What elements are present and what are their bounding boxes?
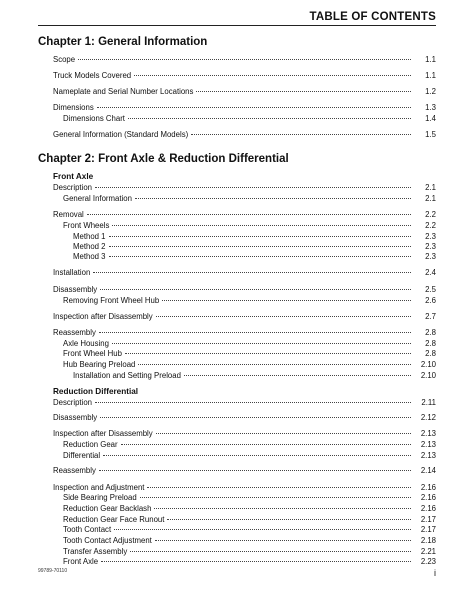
toc-entry[interactable] — [53, 71, 436, 81]
toc-entry-text: Hub Bearing Preload — [63, 360, 136, 369]
document-code: 99789-70110 — [38, 568, 68, 574]
toc-entry[interactable] — [63, 360, 436, 370]
toc-entry-page: 2.10 — [420, 371, 436, 380]
toc-entry-page: 2.1 — [425, 183, 436, 192]
toc-entry-text: Front Wheel Hub — [63, 349, 122, 358]
section-heading-front-axle: Front Axle — [53, 172, 94, 181]
toc-entry-text: Front Axle — [63, 557, 99, 566]
toc-entry[interactable] — [73, 242, 436, 252]
toc-entry-text: Method 1 — [73, 232, 106, 241]
dot-leader — [109, 246, 411, 247]
dot-leader — [155, 540, 411, 541]
dot-leader — [100, 289, 411, 290]
toc-entry-text: Reduction Gear Backlash — [63, 504, 152, 513]
toc-entry[interactable] — [53, 210, 436, 220]
toc-entry-page: 2.16 — [420, 493, 436, 502]
toc-entry-page: 1.3 — [425, 103, 436, 112]
toc-entry[interactable] — [53, 183, 436, 193]
toc-entry-page: 2.3 — [425, 232, 436, 241]
dot-leader — [93, 272, 411, 273]
toc-entry[interactable] — [73, 252, 436, 262]
toc-entry[interactable] — [53, 130, 436, 140]
toc-entry[interactable] — [63, 504, 436, 514]
dot-leader — [87, 214, 411, 215]
toc-entry-text: Removing Front Wheel Hub — [63, 296, 160, 305]
toc-entry[interactable] — [53, 268, 436, 278]
toc-entry-page: 1.2 — [425, 87, 436, 96]
toc-entry-text: Tooth Contact — [63, 525, 112, 534]
toc-entry[interactable] — [53, 103, 436, 113]
toc-entry-text: Disassembly — [53, 413, 98, 422]
toc-entry-page: 2.3 — [425, 252, 436, 261]
toc-entry-text: Inspection after Disassembly — [53, 312, 153, 321]
toc-entry-text: Reduction Gear — [63, 440, 118, 449]
toc-entry[interactable] — [53, 483, 436, 493]
toc-entry-text: Axle Housing — [63, 339, 109, 348]
toc-entry-text: Description — [53, 398, 92, 407]
toc-entry-text: Method 2 — [73, 242, 106, 251]
toc-entry-page: 2.8 — [425, 349, 436, 358]
dot-leader — [130, 551, 411, 552]
toc-entry[interactable] — [63, 536, 436, 546]
toc-entry-page: 2.18 — [420, 536, 436, 545]
toc-entry[interactable] — [63, 557, 436, 567]
dot-leader — [100, 417, 411, 418]
toc-entry-text: Side Bearing Preload — [63, 493, 137, 502]
toc-entry[interactable] — [63, 221, 436, 231]
toc-entry-text: Nameplate and Serial Number Locations — [53, 87, 194, 96]
toc-entry-page: 1.4 — [425, 114, 436, 123]
toc-entry-text: Differential — [63, 451, 101, 460]
toc-entry[interactable] — [53, 87, 436, 97]
toc-entry-text: Description — [53, 183, 92, 192]
dot-leader — [97, 107, 411, 108]
toc-entry-text: Transfer Assembly — [63, 547, 128, 556]
dot-leader — [135, 198, 411, 199]
dot-leader — [191, 134, 411, 135]
toc-entry-text: General Information — [63, 194, 132, 203]
toc-entry-page: 2.16 — [420, 504, 436, 513]
dot-leader — [125, 353, 411, 354]
dot-leader — [112, 343, 411, 344]
dot-leader — [109, 236, 411, 237]
toc-entry-text: Installation and Setting Preload — [73, 371, 181, 380]
toc-entry[interactable] — [63, 349, 436, 359]
toc-entry-page: 2.5 — [425, 285, 436, 294]
toc-entry-page: 2.13 — [420, 429, 436, 438]
toc-entry[interactable] — [63, 547, 436, 557]
toc-entry-page: 2.16 — [420, 483, 436, 492]
page-header — [0, 0, 462, 28]
dot-leader — [147, 487, 411, 488]
dot-leader — [99, 332, 411, 333]
toc-entry-text: Inspection after Disassembly — [53, 429, 153, 438]
dot-leader — [78, 59, 411, 60]
toc-entry-page: 2.3 — [425, 242, 436, 251]
toc-entry[interactable] — [63, 296, 436, 306]
toc-entry-text: Disassembly — [53, 285, 98, 294]
toc-entry-page: 2.13 — [420, 451, 436, 460]
dot-leader — [138, 364, 411, 365]
toc-entry-text: Truck Models Covered — [53, 71, 132, 80]
header-title: TABLE OF CONTENTS — [309, 11, 436, 23]
toc-entry-text: Method 3 — [73, 252, 106, 261]
toc-entry-page: 2.10 — [420, 360, 436, 369]
dot-leader — [167, 519, 411, 520]
toc-entry-text: Tooth Contact Adjustment — [63, 536, 152, 545]
toc-entry-text: Inspection and Adjustment — [53, 483, 145, 492]
toc-entry-page: 2.4 — [425, 268, 436, 277]
toc-entry-page: 2.8 — [425, 328, 436, 337]
dot-leader — [95, 187, 411, 188]
dot-leader — [103, 455, 411, 456]
toc-entry-text: Front Wheels — [63, 221, 110, 230]
toc-entry-page: 2.12 — [420, 413, 436, 422]
toc-entry-text: Reassembly — [53, 328, 96, 337]
dot-leader — [121, 444, 411, 445]
toc-entry[interactable] — [53, 312, 436, 322]
toc-entry-text: Reduction Gear Face Runout — [63, 515, 165, 524]
dot-leader — [112, 225, 411, 226]
toc-entry-page: 2.14 — [420, 466, 436, 475]
toc-entry[interactable] — [73, 232, 436, 242]
toc-entry-text: General Information (Standard Models) — [53, 130, 189, 139]
toc-entry[interactable] — [53, 429, 436, 439]
toc-entry-text: Scope — [53, 55, 76, 64]
toc-entry[interactable] — [63, 114, 436, 124]
toc-entry-page: 1.1 — [425, 55, 436, 64]
toc-entry[interactable] — [73, 371, 436, 381]
toc-entry-page: 2.6 — [425, 296, 436, 305]
toc-entry[interactable] — [53, 328, 436, 338]
toc-entry-page: 2.17 — [420, 525, 436, 534]
dot-leader — [162, 300, 411, 301]
header-rule — [38, 25, 436, 26]
toc-entry[interactable] — [53, 55, 436, 65]
section-heading-reduction-differential: Reduction Differential — [53, 387, 139, 396]
dot-leader — [95, 402, 411, 403]
dot-leader — [156, 433, 411, 434]
toc-entry-page: 2.11 — [421, 398, 436, 407]
toc-entry-page: 1.1 — [425, 71, 436, 80]
toc-entry[interactable] — [63, 515, 436, 525]
toc-entry[interactable] — [63, 493, 436, 503]
dot-leader — [128, 118, 411, 119]
toc-entry-text: Reassembly — [53, 466, 96, 475]
toc-entry[interactable] — [63, 525, 436, 535]
toc-entry-text: Removal — [53, 210, 84, 219]
dot-leader — [109, 256, 411, 257]
dot-leader — [140, 497, 411, 498]
toc-entry-page: 2.2 — [425, 210, 436, 219]
toc-entry[interactable] — [53, 413, 436, 423]
toc-entry-page: 2.23 — [420, 557, 436, 566]
toc-entry[interactable] — [63, 451, 436, 461]
toc-entry-page: 2.13 — [420, 440, 436, 449]
toc-entry-page: 2.17 — [420, 515, 436, 524]
toc-entry-text: Dimensions Chart — [63, 114, 125, 123]
toc-entry-page: 2.1 — [425, 194, 436, 203]
toc-entry[interactable] — [63, 194, 436, 204]
toc-entry[interactable] — [53, 285, 436, 295]
toc-entry-text: Dimensions — [53, 103, 94, 112]
toc-entry-text: Installation — [53, 268, 91, 277]
dot-leader — [156, 316, 411, 317]
dot-leader — [184, 375, 411, 376]
chapter-1-title: Chapter 1: General Information — [38, 36, 208, 48]
toc-entry-page: 2.2 — [425, 221, 436, 230]
toc-entry[interactable] — [53, 466, 436, 476]
dot-leader — [154, 508, 411, 509]
chapter-2-title: Chapter 2: Front Axle & Reduction Differential — [38, 153, 289, 165]
toc-entry[interactable] — [63, 440, 436, 450]
toc-entry-page: 2.21 — [420, 547, 436, 556]
toc-entry[interactable] — [53, 398, 436, 408]
dot-leader — [134, 75, 411, 76]
dot-leader — [101, 561, 411, 562]
toc-entry[interactable] — [63, 339, 436, 349]
toc-entry-page: 2.8 — [425, 339, 436, 348]
page-number: i — [434, 568, 436, 578]
dot-leader — [99, 470, 411, 471]
dot-leader — [114, 529, 411, 530]
toc-entry-page: 2.7 — [425, 312, 436, 321]
dot-leader — [196, 91, 411, 92]
toc-entry-page: 1.5 — [425, 130, 436, 139]
